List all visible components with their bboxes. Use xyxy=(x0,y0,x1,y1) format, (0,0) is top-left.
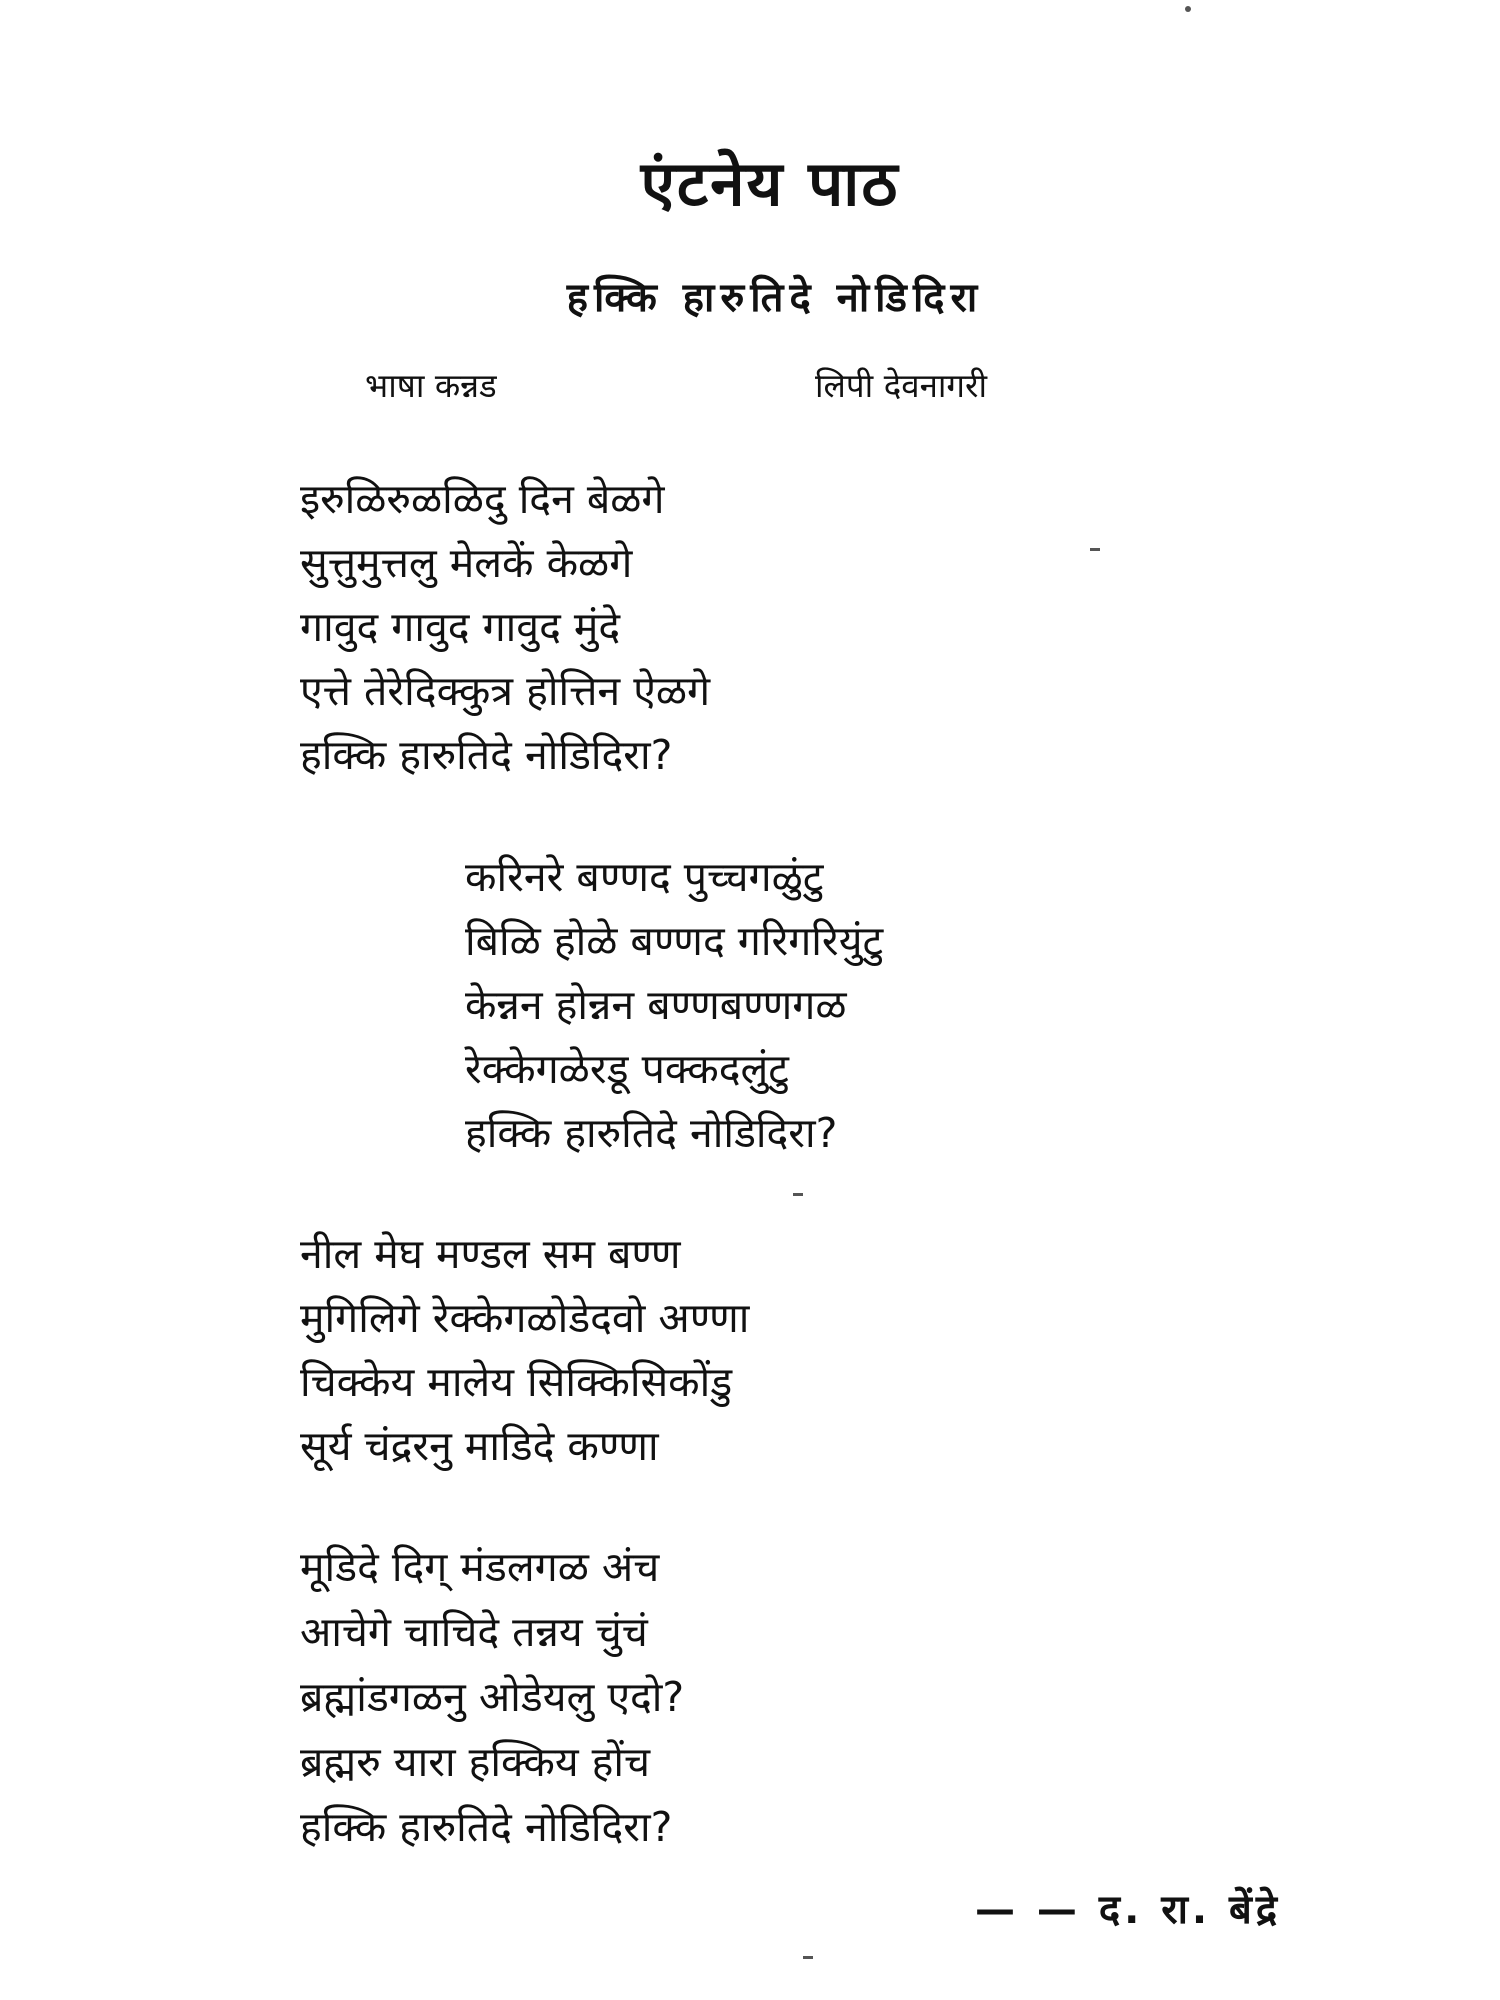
poem-line: हक्कि हारुतिदे नोडिदिरा? xyxy=(465,1109,838,1157)
poem-line: करिनरे बण्णद पुच्चगळुंटु xyxy=(465,853,824,901)
poem-line: ब्रह्मांडगळनु ओडेयलु एदो? xyxy=(300,1673,685,1721)
poem-line: मुगिलिगे रेक्केगळोडेदवो अण्णा xyxy=(300,1294,750,1342)
poem-line: एत्ते तेरेदिक्कुत्र होत्तिन ऐळगे xyxy=(300,667,711,715)
poem-line: ब्रह्मरु यारा हक्किय होंच xyxy=(300,1738,651,1786)
stanza-2 xyxy=(465,845,883,1165)
poem-line: इरुळिरुळळिदु दिन बेळगे xyxy=(300,475,665,523)
poem-line: नील मेघ मण्डल सम बण्ण xyxy=(300,1230,681,1278)
stanza-4 xyxy=(300,1535,684,1860)
script-label: लिपी देवनागरी xyxy=(815,366,988,405)
scan-speck xyxy=(1185,6,1191,12)
language-label: भाषा कन्नड xyxy=(365,366,497,405)
poem-line: केन्नन होन्नन बण्णबण्णगळ xyxy=(465,981,847,1029)
stanza-3 xyxy=(300,1222,749,1478)
scan-speck xyxy=(803,1956,813,1959)
poem-line: सूर्य चंद्ररनु माडिदे कण्णा xyxy=(300,1422,659,1470)
poem-line: बिळि होळे बण्णद गरिगरियुंटु xyxy=(465,917,884,965)
poem-line: मूडिदे दिग् मंडलगळ अंच xyxy=(300,1543,660,1591)
poem-line: सुत्तुमुत्तलु मेलकें केळगे xyxy=(300,539,633,587)
poem-line: रेक्केगळेरडू पक्कदलुंटु xyxy=(465,1045,789,1093)
poem-line: गावुद गावुद गावुद मुंदे xyxy=(300,603,621,651)
stanza-1 xyxy=(300,467,710,787)
poem-line: चिक्केय मालेय सिक्किसिकोंडु xyxy=(300,1358,733,1406)
poem-line: हक्कि हारुतिदे नोडिदिरा? xyxy=(300,731,673,779)
poem-line: हक्कि हारुतिदे नोडिदिरा? xyxy=(300,1803,673,1851)
page-title: एंटनेय पाठ xyxy=(640,147,900,220)
scan-speck xyxy=(793,1193,803,1196)
poem-title: हक्कि हारुतिदे नोडिदिरा xyxy=(566,275,984,321)
author-signature: — — द. रा. बेंद्रे xyxy=(975,1887,1282,1933)
scan-speck xyxy=(1090,548,1100,551)
poem-line: आचेगे चाचिदे तन्नय चुंचं xyxy=(300,1608,648,1656)
